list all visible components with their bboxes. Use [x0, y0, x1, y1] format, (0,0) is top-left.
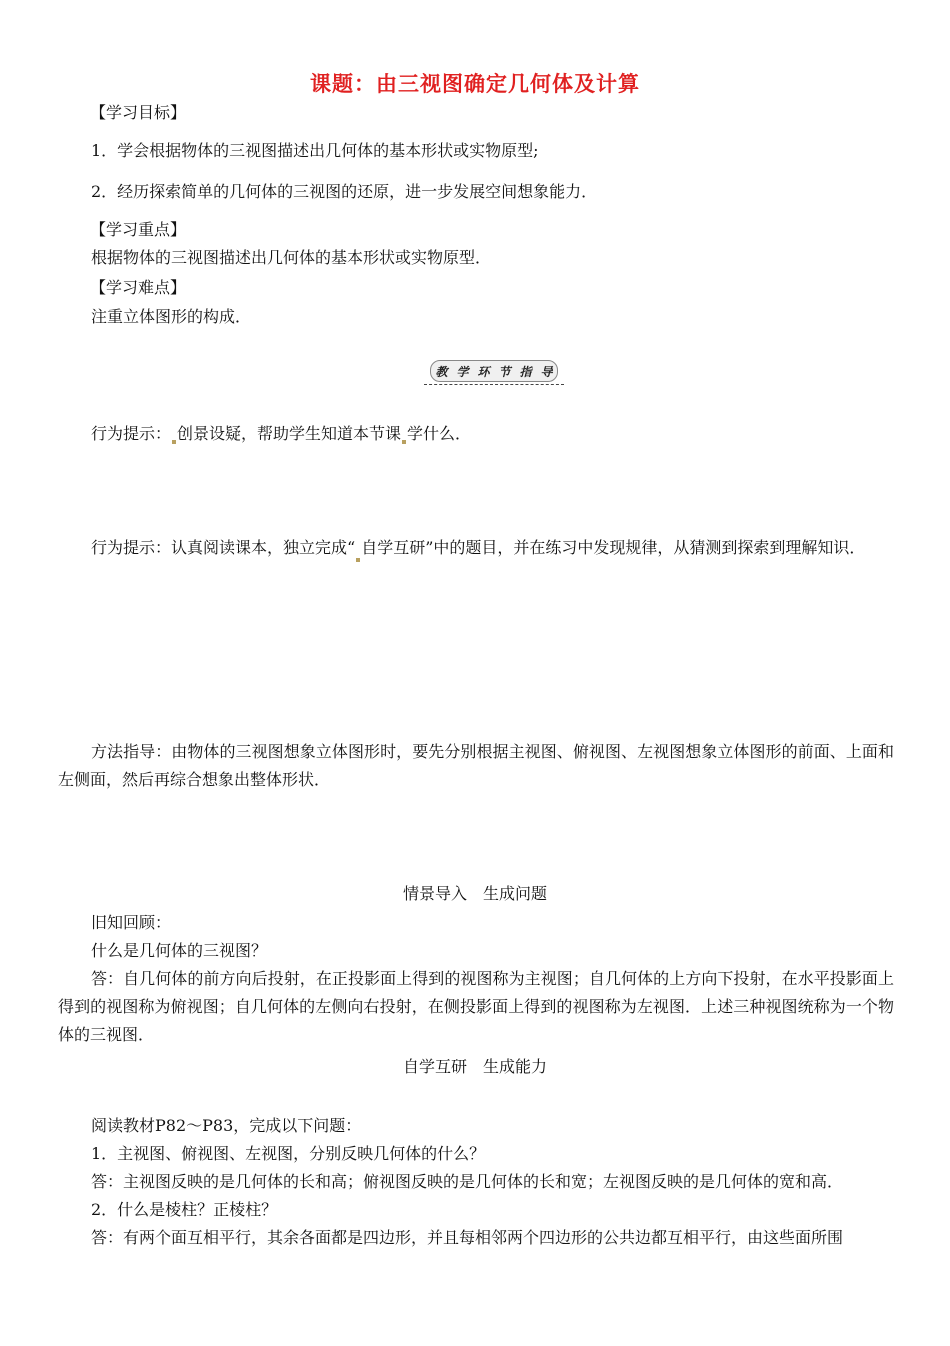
review-answer: 答：自几何体的前方向后投射，在正投影面上得到的视图称为主视图；自几何体的上方向下投射，在水平投影面上得到的视图称为俯视图；自几何体的左侧向右投射，在侧投影面上得到的视图称为左视图．上述三种视图统称为一个物体的三视图．: [58, 969, 894, 1044]
mark-icon: [356, 558, 360, 562]
hint-text: 自学互研”中的题目，并在练习中发现规律，从猜测到探索到理解知识．: [361, 538, 866, 557]
badge-char: 指: [519, 364, 532, 379]
behavior-hint-2: [58, 534, 894, 562]
hint-text: 创景设疑，帮助学生知道本节课: [177, 424, 402, 443]
mark-icon: [172, 440, 176, 444]
question-2: 2．什么是棱柱？正棱柱？: [91, 1200, 278, 1219]
section-heading-intro: 情景导入 生成问题: [402, 884, 547, 903]
teaching-guide-badge: [424, 358, 564, 388]
difficulty-text: 注重立体图形的构成．: [91, 307, 252, 326]
review-label: 旧知回顾：: [91, 913, 172, 932]
page-title: 课题：由三视图确定几何体及计算: [310, 72, 640, 96]
badge-char: 教: [435, 364, 448, 379]
mark-icon: [402, 440, 406, 444]
difficulty-heading: 【学习难点】: [90, 278, 187, 297]
badge-char: 节: [498, 364, 511, 379]
focus-text: 根据物体的三视图描述出几何体的基本形状或实物原型．: [91, 248, 492, 267]
hint-label: 行为提示：: [91, 424, 172, 443]
answer-2: 答：有两个面互相平行，其余各面都是四边形，并且每相邻两个四边形的公共边都互相平行，由这些面所围: [91, 1228, 844, 1247]
objectives-heading: 【学习目标】: [90, 103, 187, 122]
hint-text: 行为提示：认真阅读课本，独立完成“: [91, 538, 356, 557]
badge-char: 导: [540, 364, 553, 379]
hint-text: 学什么．: [407, 424, 472, 443]
focus-heading: 【学习重点】: [90, 220, 187, 239]
badge-pill: [430, 360, 558, 382]
objective-item: 1．学会根据物体的三视图描述出几何体的基本形状或实物原型;: [91, 141, 539, 160]
review-question: 什么是几何体的三视图？: [91, 941, 268, 960]
answer-1: 答：主视图反映的是几何体的长和高；俯视图反映的是几何体的长和宽；左视图反映的是几何体的宽和高．: [91, 1172, 844, 1191]
section-heading-self-study: 自学互研 生成能力: [402, 1057, 547, 1076]
badge-char: 环: [477, 364, 490, 379]
badge-char: 学: [456, 364, 469, 379]
behavior-hint-1: [0, 424, 950, 444]
badge-underline: [424, 384, 564, 385]
objective-item: 2．经历探索简单的几何体的三视图的还原，进一步发展空间想象能力．: [91, 182, 598, 201]
question-1: 1．主视图、俯视图、左视图，分别反映几何体的什么？: [91, 1144, 486, 1163]
reading-intro: 阅读教材P82～P83，完成以下问题：: [91, 1116, 362, 1135]
method-guide: 方法指导：由物体的三视图想象立体图形时，要先分别根据主视图、俯视图、左视图想象立体图形的前面、上面和左侧面，然后再综合想象出整体形状．: [58, 742, 894, 789]
